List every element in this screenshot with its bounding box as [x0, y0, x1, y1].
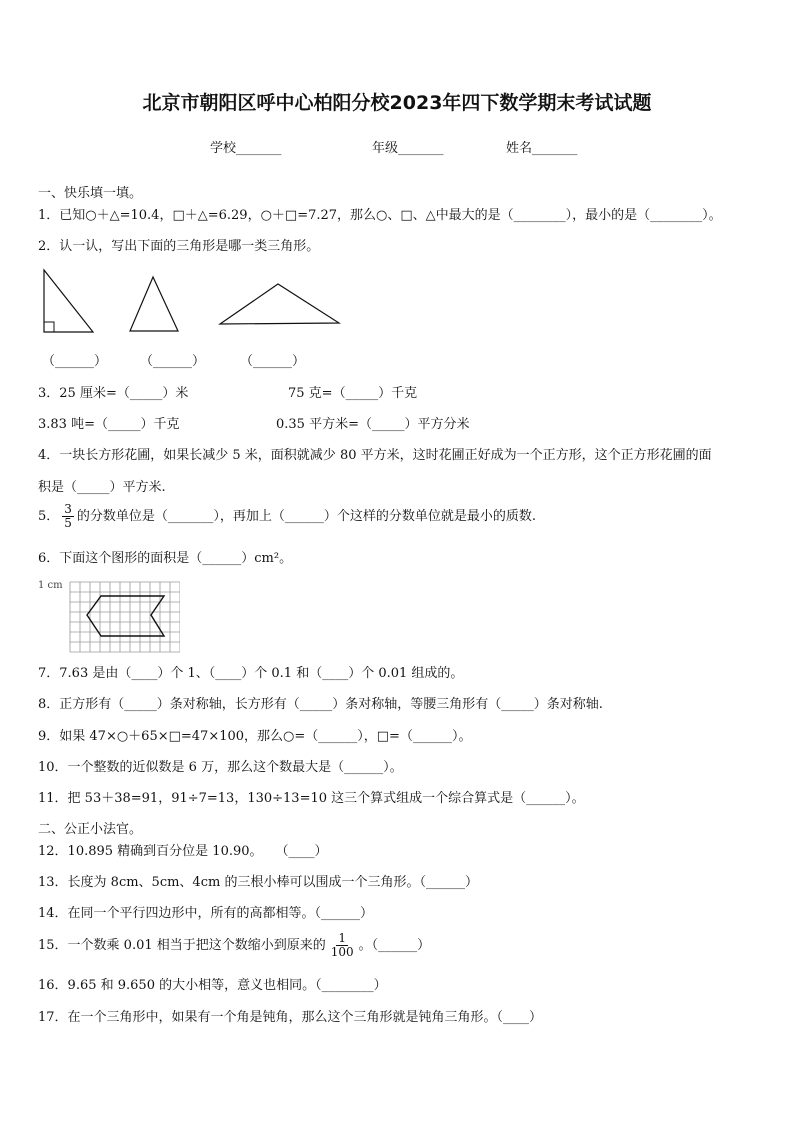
grid-figure: [66, 580, 180, 657]
question-9: 9．如果 47×○＋65×□=47×100，那么○=（______），□=（______）。: [38, 729, 472, 744]
triangle-blank-2[interactable]: （______）: [140, 354, 206, 369]
page-title: 北京市朝阳区呼中心柏阳分校2023年四下数学期末考试试题: [142, 92, 652, 114]
question-11: 11．把 53＋38=91，91÷7=13，130÷13=10 这三个算式组成一个综合算式是（______）。: [38, 791, 585, 806]
right-triangle: [44, 270, 93, 332]
question-5: [38, 503, 536, 530]
question-13: 13．长度为 8cm、5cm、4cm 的三根小棒可以围成一个三角形。（______）: [38, 875, 478, 890]
triangles-figure: [38, 265, 358, 340]
question-14: 14．在同一个平行四边形中，所有的高都相等。（______）: [38, 906, 374, 921]
fraction-numerator: 3: [64, 502, 72, 516]
question-3a: 3．25 厘米=（_____）米: [38, 386, 189, 401]
question-3c: 3.83 吨=（_____）千克: [38, 417, 180, 432]
name-field[interactable]: 姓名_______: [506, 141, 578, 156]
triangle-blank-3[interactable]: （______）: [240, 354, 306, 369]
grade-field[interactable]: 年级_______: [372, 141, 444, 156]
acute-triangle: [130, 277, 178, 331]
question-17: 17．在一个三角形中，如果有一个角是钝角，那么这个三角形就是钝角三角形。（____）: [38, 1010, 543, 1025]
question-12: 12．10.895 精确到百分位是 10.90。 （____）: [38, 844, 328, 859]
section-heading-2: 二、公正小法官。: [38, 822, 143, 837]
question-15: [38, 932, 430, 959]
triangle-blank-1[interactable]: （______）: [42, 354, 108, 369]
question-10: 10．一个整数的近似数是 6 万，那么这个数最大是（______）。: [38, 760, 403, 775]
question-4-line1: 4．一块长方形花圃，如果长减少 5 米，面积就减少 80 平方米，这时花圃正好成为一个正方形，这个正方形花圃的面: [38, 448, 712, 463]
school-field[interactable]: 学校_______: [210, 141, 282, 156]
fraction-numerator: 1: [338, 931, 347, 945]
question-15-suffix: 。（______）: [358, 937, 431, 953]
fraction-denominator: 5: [64, 516, 72, 530]
grid-scale-label: 1 cm: [38, 580, 63, 591]
question-1: 1．已知○＋△=10.4，□＋△=6.29，○＋□=7.27，那么○、□、△中最大的是（________），最小的是（________）。: [38, 208, 722, 223]
section-heading-1: 一、快乐填一填。: [38, 186, 143, 201]
question-7: 7．7.63 是由（____）个 1、（____）个 0.1 和（____）个 0.01 组成的。: [38, 666, 464, 681]
question-4-line2: 积是（_____）平方米.: [38, 480, 166, 495]
question-2: 2．认一认，写出下面的三角形是哪一类三角形。: [38, 239, 320, 254]
fraction-1-100: [329, 932, 356, 959]
question-3b: 75 克=（_____）千克: [288, 386, 418, 401]
question-8: 8．正方形有（_____）条对称轴，长方形有（_____）条对称轴，等腰三角形有（_____）条对称轴.: [38, 697, 603, 712]
right-angle-mark: [44, 322, 54, 332]
grid-lines: [70, 582, 180, 652]
question-15-text: 15．一个数乘 0.01 相当于把这个数缩小到原来的: [38, 937, 326, 953]
question-3d: 0.35 平方米=（_____）平方分米: [276, 417, 470, 432]
question-6: 6．下面这个图形的面积是（______）cm²。: [38, 551, 293, 566]
obtuse-triangle: [220, 284, 339, 324]
fraction-denominator: 100: [330, 945, 354, 959]
fraction-3-5: [62, 503, 74, 530]
question-5-text: 的分数单位是（_______），再加上（______）个这样的分数单位就是最小的质数.: [76, 508, 537, 524]
question-5-number: 5．: [38, 508, 60, 524]
question-16: 16．9.65 和 9.650 的大小相等，意义也相同。（________）: [38, 978, 387, 993]
